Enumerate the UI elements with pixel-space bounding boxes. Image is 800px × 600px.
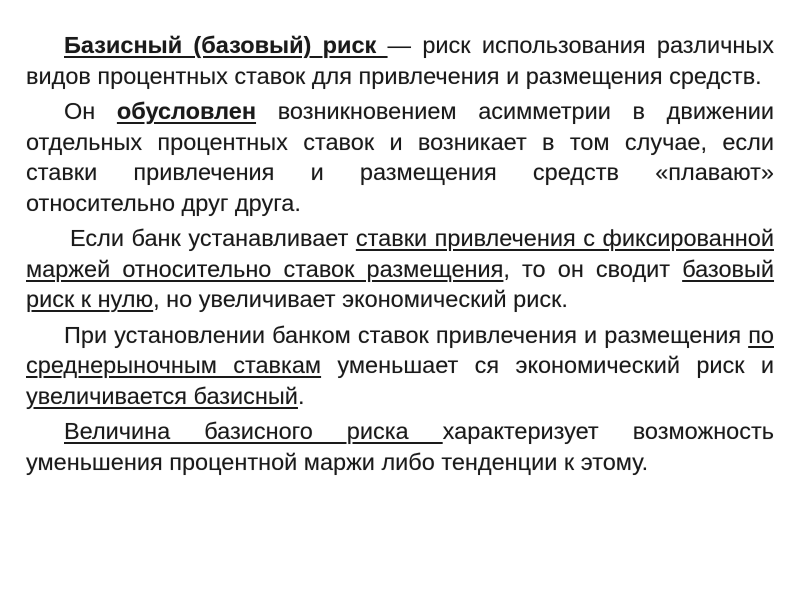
text-segment: При установлении банком ставок привлечения и размещения [64, 321, 749, 348]
term-basis-risk: Базисный (базовый) риск [64, 32, 388, 58]
text-segment: , но увеличивает экономический риск. [153, 286, 568, 312]
text-segment: Если банк устанавливает [70, 225, 356, 251]
underlined-magnitude: Величина базисного риска [64, 418, 443, 444]
text-segment: , то он сводит [503, 255, 683, 282]
text-segment: Он [64, 98, 117, 124]
text-segment: возникновением асимметрии в движении отдельных процентных ставок и возникает в том случае, если ставки привлечения и размещения средств «плавают» относительно друг друга. [26, 98, 774, 216]
text-segment: уменьшает ся экономический риск и [321, 352, 775, 378]
paragraph-cause [26, 96, 774, 218]
text-segment: . [297, 382, 305, 409]
text-segment: характеризует возможность уменьшения процентной маржи либо тенденции к этому. [26, 418, 774, 475]
underlined-basis-increases: увеличивается базисный [26, 382, 298, 409]
paragraph-magnitude [26, 416, 774, 477]
underlined-fixed-margin: ставки привлечения с фиксированной маржей относительно ставок размещения [26, 225, 774, 282]
paragraph-fixed-margin [26, 223, 774, 315]
text-segment: — риск использования различных видов процентных ставок для привлечения и размещения средств. [26, 32, 774, 89]
paragraph-market-rates [26, 320, 774, 412]
underlined-market-rates: по среднерыночным ставкам [26, 321, 774, 378]
underlined-basis-risk-zero: базовый риск к нулю [26, 255, 775, 312]
term-caused: обусловлен [116, 98, 257, 124]
paragraph-basis-risk-definition [26, 30, 774, 91]
document-page [26, 30, 774, 482]
